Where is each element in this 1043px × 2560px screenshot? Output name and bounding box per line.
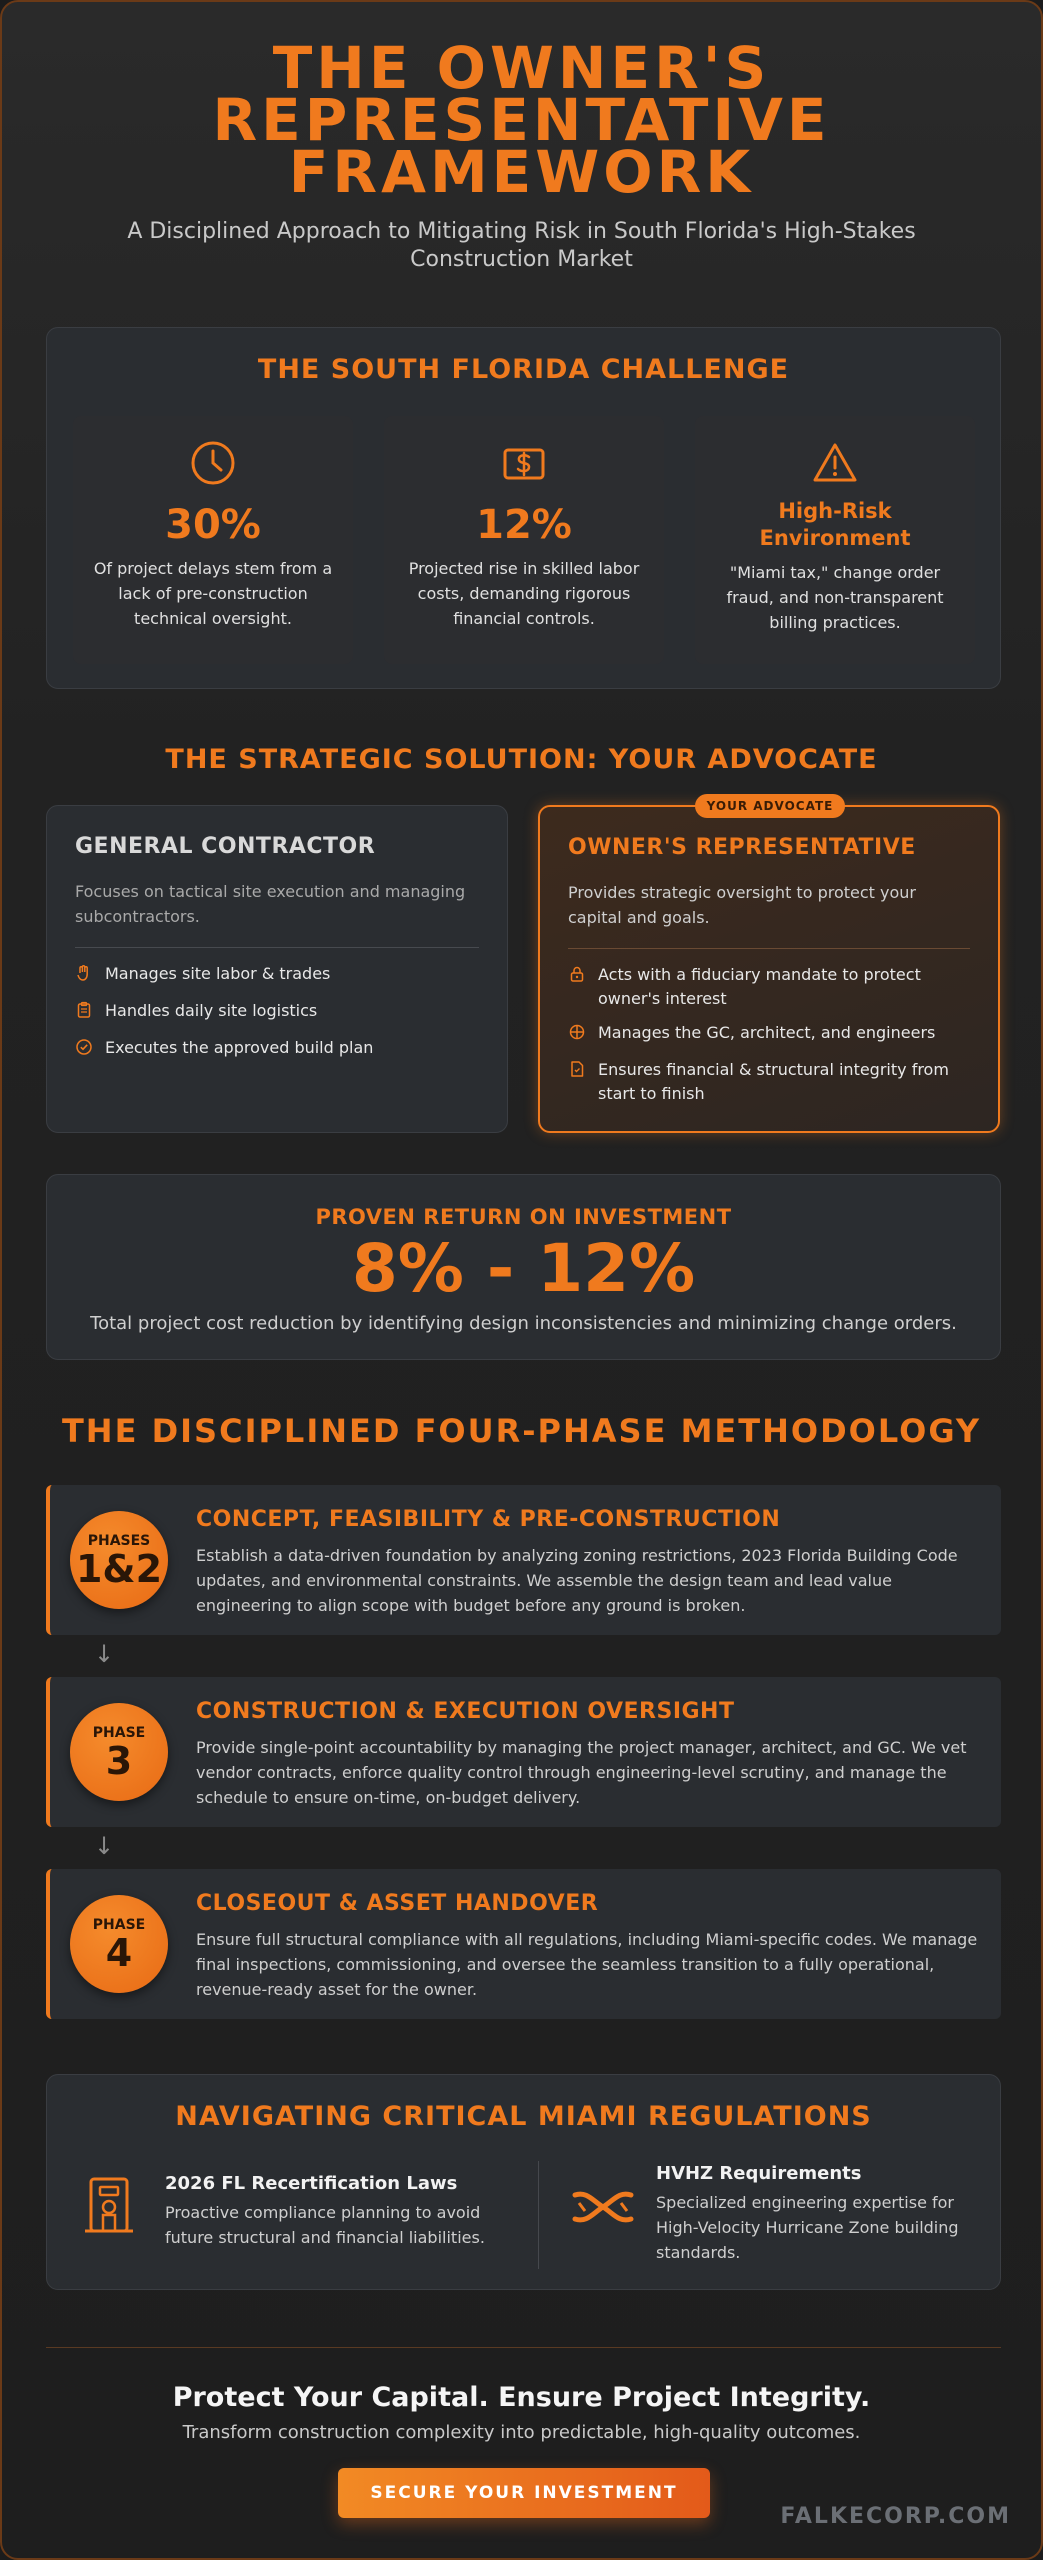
stat-card-delays (73, 416, 353, 664)
phase-label: PHASE (92, 1917, 146, 1933)
phase-card-1-2 (46, 1485, 1001, 1635)
phase-text: Establish a data-driven foundation by analyzing zoning restrictions, 2023 Florida Building Code updates, and environmental constraints. We assemble the design team and lead value engineering to align scope with budget before any ground is broken. (196, 1546, 958, 1615)
gc-item-label: Manages site labor & trades (105, 964, 331, 983)
challenge-title: THE SOUTH FLORIDA CHALLENGE (257, 354, 790, 385)
stat-text: "Miami tax," change order fraud, and non-transparent billing practices. (726, 563, 944, 632)
owners-rep-card (538, 799, 1000, 1133)
gc-description: Focuses on tactical site execution and managing subcontractors. (75, 882, 466, 926)
clipboard-icon (75, 999, 105, 1026)
check-circle-icon (75, 1036, 105, 1063)
clock-icon (73, 440, 353, 486)
list-item (75, 999, 479, 1026)
methodology-title: THE DISCIPLINED FOUR-PHASE METHODOLOGY (61, 1412, 982, 1450)
page-subtitle: A Disciplined Approach to Mitigating Risk in South Florida's High-Stakes Construction Market (127, 219, 916, 272)
regulation-title: 2026 FL Recertification Laws (165, 2173, 458, 2194)
stat-text: Projected rise in skilled labor costs, demanding rigorous financial controls. (408, 559, 640, 628)
or-item-label: Ensures financial & structural integrity from start to finish (598, 1060, 949, 1103)
or-item-label: Acts with a fiduciary mandate to protect owner's interest (598, 965, 921, 1008)
phase-card-4 (46, 1869, 1001, 2019)
gc-title: GENERAL CONTRACTOR (75, 834, 376, 859)
regulation-item (656, 2163, 976, 2265)
phase-title: CONSTRUCTION & EXECUTION OVERSIGHT (196, 1699, 735, 1724)
hurricane-icon (571, 2185, 635, 2233)
building-icon (81, 2175, 137, 2241)
hand-icon (75, 962, 105, 989)
roi-title: PROVEN RETURN ON INVESTMENT (315, 1205, 732, 1229)
document-icon (568, 1058, 598, 1085)
cta-title: Protect Your Capital. Ensure Project Integrity. (172, 2382, 871, 2413)
phase-card-3 (46, 1677, 1001, 1827)
list-item (568, 1021, 970, 1048)
divider (75, 947, 479, 948)
phase-number-badge (70, 1703, 168, 1801)
roi-value: 8% - 12% (351, 1230, 696, 1307)
phase-number: 4 (105, 1931, 133, 1975)
phase-number: 1&2 (75, 1547, 163, 1591)
cta-subtitle: Transform construction complexity into predictable, high-quality outcomes. (182, 2422, 861, 2443)
brand-url: FALKECORP.COM (780, 2504, 1011, 2529)
or-title: OWNER'S REPRESENTATIVE (568, 835, 916, 860)
list-item (75, 1036, 479, 1063)
or-description: Provides strategic oversight to protect your capital and goals. (568, 883, 916, 927)
page-title: THE OWNER'S REPRESENTATIVE FRAMEWORK (212, 34, 831, 206)
solution-title: THE STRATEGIC SOLUTION: YOUR ADVOCATE (165, 744, 878, 775)
stat-value: 12% (476, 502, 572, 548)
roi-description: Total project cost reduction by identifying design inconsistencies and minimizing change orders. (90, 1313, 957, 1334)
list-item (75, 962, 479, 989)
list-item (568, 1058, 970, 1106)
phase-label: PHASE (92, 1725, 146, 1741)
stat-card-risk (695, 416, 975, 664)
money-icon (384, 440, 664, 486)
lock-icon (568, 963, 598, 990)
secure-investment-button[interactable]: SECURE YOUR INVESTMENT (338, 2468, 710, 2518)
phase-text: Provide single-point accountability by managing the project manager, architect, and GC. We vet vendor contracts, enforce quality control through engineering-level scrutiny, and manage the schedule to ensure on-time, on-budget delivery. (196, 1738, 967, 1807)
phase-number: 3 (105, 1739, 133, 1783)
regulations-title: NAVIGATING CRITICAL MIAMI REGULATIONS (175, 2101, 872, 2132)
arrow-down-icon: ↓ (94, 1832, 115, 1860)
warning-icon (695, 440, 975, 486)
list-item (568, 963, 970, 1011)
regulation-text: Specialized engineering expertise for High-Velocity Hurricane Zone building standards. (656, 2193, 959, 2262)
gc-item-label: Handles daily site logistics (105, 1001, 318, 1020)
header (2, 34, 1041, 274)
divider (568, 948, 970, 949)
phase-text: Ensure full structural compliance with all regulations, including Miami-specific codes. We manage final inspections, commissioning, and oversee the seamless transition to a fully operational, revenue-ready asset for the owner. (196, 1930, 978, 1999)
phase-number-badge (70, 1511, 168, 1609)
stat-card-labor (384, 416, 664, 664)
phase-number-badge (70, 1895, 168, 1993)
stat-value: 30% (165, 502, 261, 548)
arrow-down-icon: ↓ (94, 1640, 115, 1668)
divider (538, 2161, 539, 2269)
regulation-title: HVHZ Requirements (656, 2163, 862, 2184)
or-item-label: Manages the GC, architect, and engineers (598, 1023, 936, 1042)
regulation-text: Proactive compliance planning to avoid future structural and financial liabilities. (165, 2203, 485, 2247)
divider (46, 2347, 1001, 2348)
general-contractor-card (46, 805, 508, 1133)
challenge-section (46, 327, 1001, 689)
stat-value: High-Risk Environment (759, 499, 911, 550)
network-icon (568, 1021, 598, 1048)
regulations-section (46, 2074, 1001, 2290)
advocate-badge: YOUR ADVOCATE (695, 794, 845, 818)
phase-label: PHASES (87, 1533, 151, 1549)
gc-item-label: Executes the approved build plan (105, 1038, 374, 1057)
roi-section (46, 1174, 1001, 1360)
phase-title: CONCEPT, FEASIBILITY & PRE-CONSTRUCTION (196, 1507, 781, 1532)
regulation-item (165, 2173, 495, 2250)
phase-title: CLOSEOUT & ASSET HANDOVER (196, 1891, 599, 1916)
stat-text: Of project delays stem from a lack of pre-construction technical oversight. (93, 559, 333, 628)
